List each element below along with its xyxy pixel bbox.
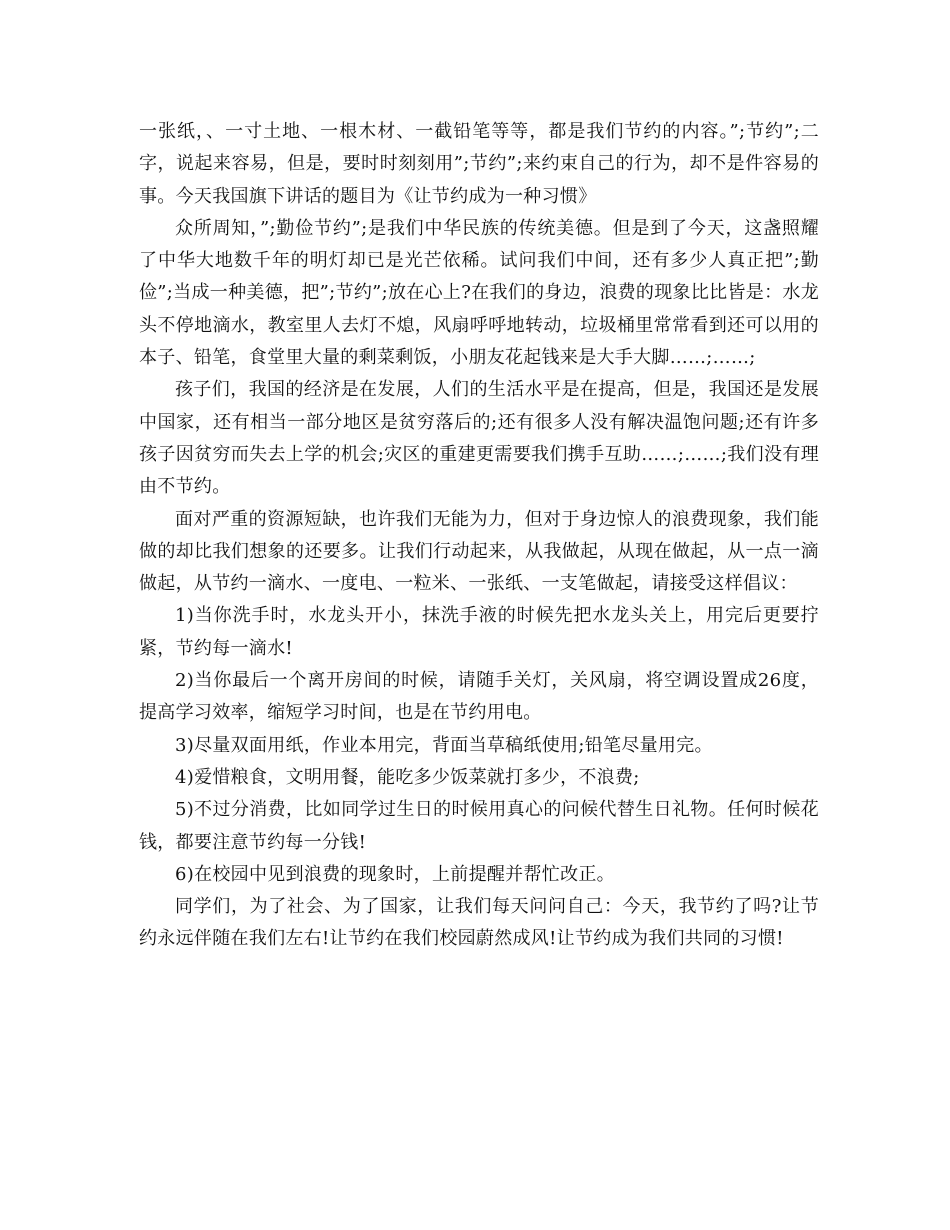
proposal-item-6: 6)在校园中见到浪费的现象时，上前提醒并帮忙改正。	[175, 863, 615, 885]
proposal-item-1: 1)当你洗手时，水龙头开小，抹洗手液的时候先把水龙头关上，用完后更要拧紧，节约每一滴水!	[139, 605, 819, 659]
paragraph-1: 一张纸，、一寸土地、一根木材、一截铅笔等等，都是我们节约的内容。”;节约”;二字，说起来容易，但是，要时时刻刻用”;节约”;来约束自己的行为，却不是件容易的事。今天我国旗下讲话的题目为《让节约成为一种习惯》	[139, 121, 819, 207]
paragraph-3: 孩子们，我国的经济是在发展，人们的生活水平是在提高，但是，我国还是发展中国家，还有相当一部分地区是贫穷落后的;还有很多人没有解决温饱问题;还有许多孩子因贫穷而失去上学的机会;灾区的重建更需要我们携手互助……;……;我们没有理由不节约。	[139, 379, 819, 498]
proposal-item-3: 3)尽量双面用纸，作业本用完，背面当草稿纸使用;铅笔尽量用完。	[175, 734, 713, 756]
proposal-item-4: 4)爱惜粮食，文明用餐，能吃多少饭菜就打多少，不浪费;	[175, 766, 640, 788]
paragraph-4: 面对严重的资源短缺，也许我们无能为力，但对于身边惊人的浪费现象，我们能做的却比我们想象的还要多。让我们行动起来，从我做起，从现在做起，从一点一滴做起，从节约一滴水、一度电、一粒米、一张纸、一支笔做起，请接受这样倡议：	[139, 508, 819, 595]
proposal-item-5: 5)不过分消费，比如同学过生日的时候用真心的问候代替生日礼物。任何时候花钱，都要注意节约每一分钱!	[139, 799, 819, 853]
proposal-item-2: 2)当你最后一个离开房间的时候，请随手关灯，关风扇，将空调设置成26度，提高学习效率，缩短学习时间，也是在节约用电。	[139, 670, 819, 724]
document-page	[139, 116, 819, 956]
closing-paragraph: 同学们，为了社会、为了国家，让我们每天问问自己：今天，我节约了吗?让节约永远伴随在我们左右!让节约在我们校园蔚然成风!让节约成为我们共同的习惯!	[139, 896, 819, 950]
paragraph-2: 众所周知，”;勤俭节约”;是我们中华民族的传统美德。但是到了今天，这盏照耀了中华大地数千年的明灯却已是光芒依稀。试问我们中间，还有多少人真正把”;勤俭”;当成一种美德，把”;节约”;放在心上?在我们的身边，浪费的现象比比皆是：水龙头不停地滴水，教室里人去灯不熄，风扇呼呼地转动，垃圾桶里常常看到还可以用的本子、铅笔，食堂里大量的剩菜剩饭，小朋友花起钱来是大手大脚……;……;	[139, 217, 819, 369]
